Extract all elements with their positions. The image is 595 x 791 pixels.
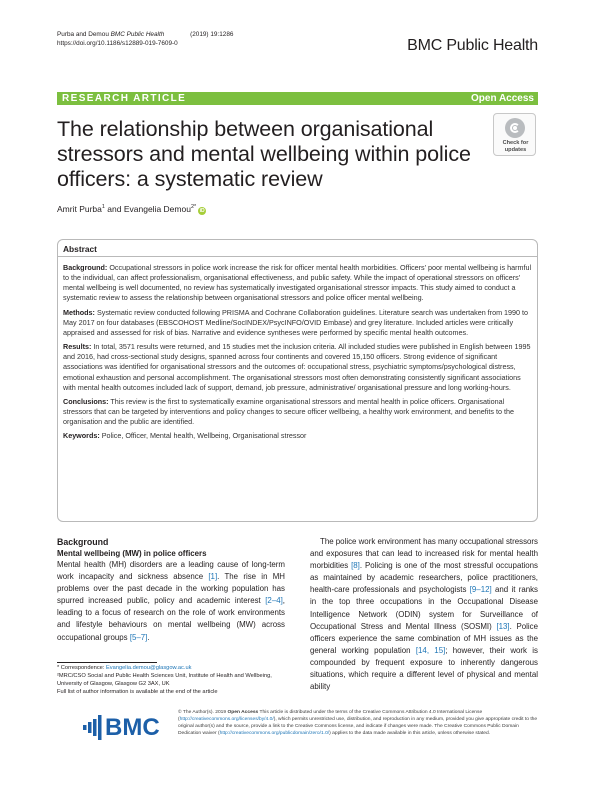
citation-journal: BMC Public Health [110,31,165,38]
correspondence-email-link[interactable]: Evangelia.demou@glasgow.ac.uk [106,665,192,671]
check-for-updates-button[interactable] [493,113,536,156]
paragraph-text: ; however, their work is compounded by frequent exposure to inherently dangerous situations, which require a different level of physical and mental ability [310,645,538,692]
license-link[interactable]: http://creativecommons.org/publicdomain/zero/1.0/ [219,731,330,736]
running-header [57,30,233,48]
bmc-logo [83,712,173,740]
citation-link[interactable]: [2–4] [265,596,283,606]
correspondence-label: * Correspondence: [57,665,107,671]
abstract-label: Background: [63,263,108,272]
citation-year: (2019) 19:1286 [190,31,234,38]
abstract-label: Conclusions: [63,396,109,406]
abstract-box [57,239,538,522]
citation-link[interactable]: [1] [208,572,218,582]
affiliation-text: ²MRC/CSO Social and Public Health Sciences Unit, Institute of Health and Wellbeing, University of Glasgow, Glasgow G2 3AX, UK [57,673,272,687]
footnote-divider [57,662,157,663]
open-access-label: Open Access [471,93,534,104]
citation-link[interactable]: [9–12] [469,585,492,595]
abstract-text: In total, 3571 results were returned, and 15 studies met the inclusion criteria. All included studies were published in English between 1995 and 2016, had cross-sectional study designs, spanned across four continents and covered 15,150 officers. Strong evidence of significant associations was identified for organisational stressors and the outcomes of: occupational stress, psychiatric symptoms/psychological distress, emotional exhaustion and personal accomplishment. The organisational stressors most often demonstrating consistently significant associations with mental health outcomes included lack of support, demand, job pressure, administrative/ organisational pressure and long working-hours. [63,342,531,392]
bmc-logo-text: BMC [105,714,160,740]
abstract-heading: Abstract [63,244,97,254]
abstract-text: Police, Officer, Mental health, Wellbeing, Organisational stressor [99,431,307,441]
paragraph-text: Mental health (MH) disorders are a leading cause of long-term work incapacity and sickness absence [57,560,285,582]
doi-link[interactable]: https://doi.org/10.1186/s12889-019-7609-0 [57,40,178,47]
author-info-note: Full list of author information is available at the end of the article [57,689,218,695]
article-title: The relationship between organisational stressors and mental wellbeing within police officers: a systematic review [57,117,471,191]
affiliation-marker: 1 [101,204,105,211]
license-segment: ), which permits unrestricted use, distribution, and reproduction in any medium, provided you give appropriate credit to the original author(s) and the source, provide a link to the Creative Commons license, and indicate if changes were made. The Creative Commons Public Domain Dedication waiver ( [178,717,538,736]
article-type-label: RESEARCH ARTICLE [62,93,187,104]
paragraph-text: The police work environment has many occupational stressors and exposures that can lead to increased risk for mental health morbidities [310,537,538,571]
paragraph-text: and it ranks in the top three occupations in the Occupational Disease Intelligence Network (ODIN) system for Surveillance of Occupational Stress and Mental Illness (SOSMI) [310,585,538,631]
orcid-icon[interactable]: iD [199,208,205,214]
abstract-label: Keywords: [63,431,100,441]
citation-link[interactable]: [14, 15] [415,645,446,655]
check-updates-icon [505,118,525,138]
subsection-heading: Mental wellbeing (MW) in police officers [57,549,207,558]
abstract-text: Occupational stressors in police work increase the risk for officer mental health morbidities. Officers' poor mental wellbeing is harmful to the individual, can affect professionalism, organisational effectiveness, and public safety. While the impact of operational stressors on officers' mental wellbeing is well documented, no review has systematically investigated organisational stressor impacts. This study aimed to conduct a systematic review to assess the relationship between organisational stressors and police officer mental wellbeing. [63,263,532,303]
affiliation-marker: 2* [190,204,197,211]
abstract-paragraph [63,431,533,441]
license-segment: © The Author(s). 2019 [178,710,228,715]
author-list [57,204,206,215]
journal-brand: BMC Public Health [407,37,538,54]
abstract-paragraph [63,397,533,427]
article-type-banner [57,92,538,105]
bmc-logo-mark [83,715,102,740]
body-right-column [310,536,538,693]
paragraph-text: , leading to a focus of research on the role of work environments and lifestyle behaviours on mental wellbeing (MW) across occupational groups [57,596,285,642]
paragraph-text: . Policing is one of the most stressful occupations as maintained by academic researchers, police practitioners, health-care professionals and psychologists [310,561,539,595]
check-updates-line2: updates [504,147,527,153]
abstract-paragraph [63,308,533,338]
body-paragraph [310,536,538,693]
author-separator: and [104,204,124,214]
abstract-paragraph [63,263,533,304]
license-link[interactable]: http://creativecommons.org/licenses/by/4.0/ [179,717,274,722]
body-paragraph [57,559,285,644]
abstract-text: This review is the first to systematically examine organisational stressors and mental health in police officers. Organisational stressors that can be targeted by interventions and policy changes to secure officer wellbeing, a healthy work environment, and benefits to the organisation and the public are identified. [63,396,514,427]
license-segment: This article is distributed under the terms of the Creative Commons Attribution 4.0 International License ( [178,710,483,722]
footnotes [57,664,287,696]
license-text [178,709,538,737]
body-left-column [57,537,285,644]
license-segment: Open Access [227,710,259,715]
paragraph-text: . Police officers experience the same combination of MH issues as the general working population [310,621,538,655]
abstract-paragraph [63,342,533,393]
citation-link[interactable]: [8] [351,561,360,571]
citation-link[interactable]: [13] [496,621,510,631]
paragraph-text: . The rise in MH problems over the past decade in the working population has spurred increased public, policy and academic interest [57,572,285,606]
abstract-label: Methods: [63,307,95,317]
author-name[interactable]: Evangelia Demou [123,204,191,214]
abstract-text: Systematic review conducted following PRISMA and Cochrane Collaboration guidelines. Literature search was undertaken from 1990 to May 2017 on four databases (EBSCOHOST Medline/SocINDEX/PsycINFO/OVID Embase) and grey literature. Included articles were critically appraised and assessed for risk of bias. Narrative and evidence syntheses were performed by specific mental health outcomes. [63,307,529,337]
check-updates-line1: Check for [502,140,529,146]
abstract-body [63,263,533,446]
section-heading: Background [57,537,109,547]
paragraph-text: . [147,632,150,642]
abstract-header [58,240,537,257]
abstract-label: Results: [63,342,92,352]
license-segment: ) applies to the data made available in this article, unless otherwise stated. [329,731,491,736]
author-name[interactable]: Amrit Purba [57,204,102,214]
citation-authors: Purba and Demou [57,31,109,38]
citation-link[interactable]: [5–7] [129,632,148,642]
